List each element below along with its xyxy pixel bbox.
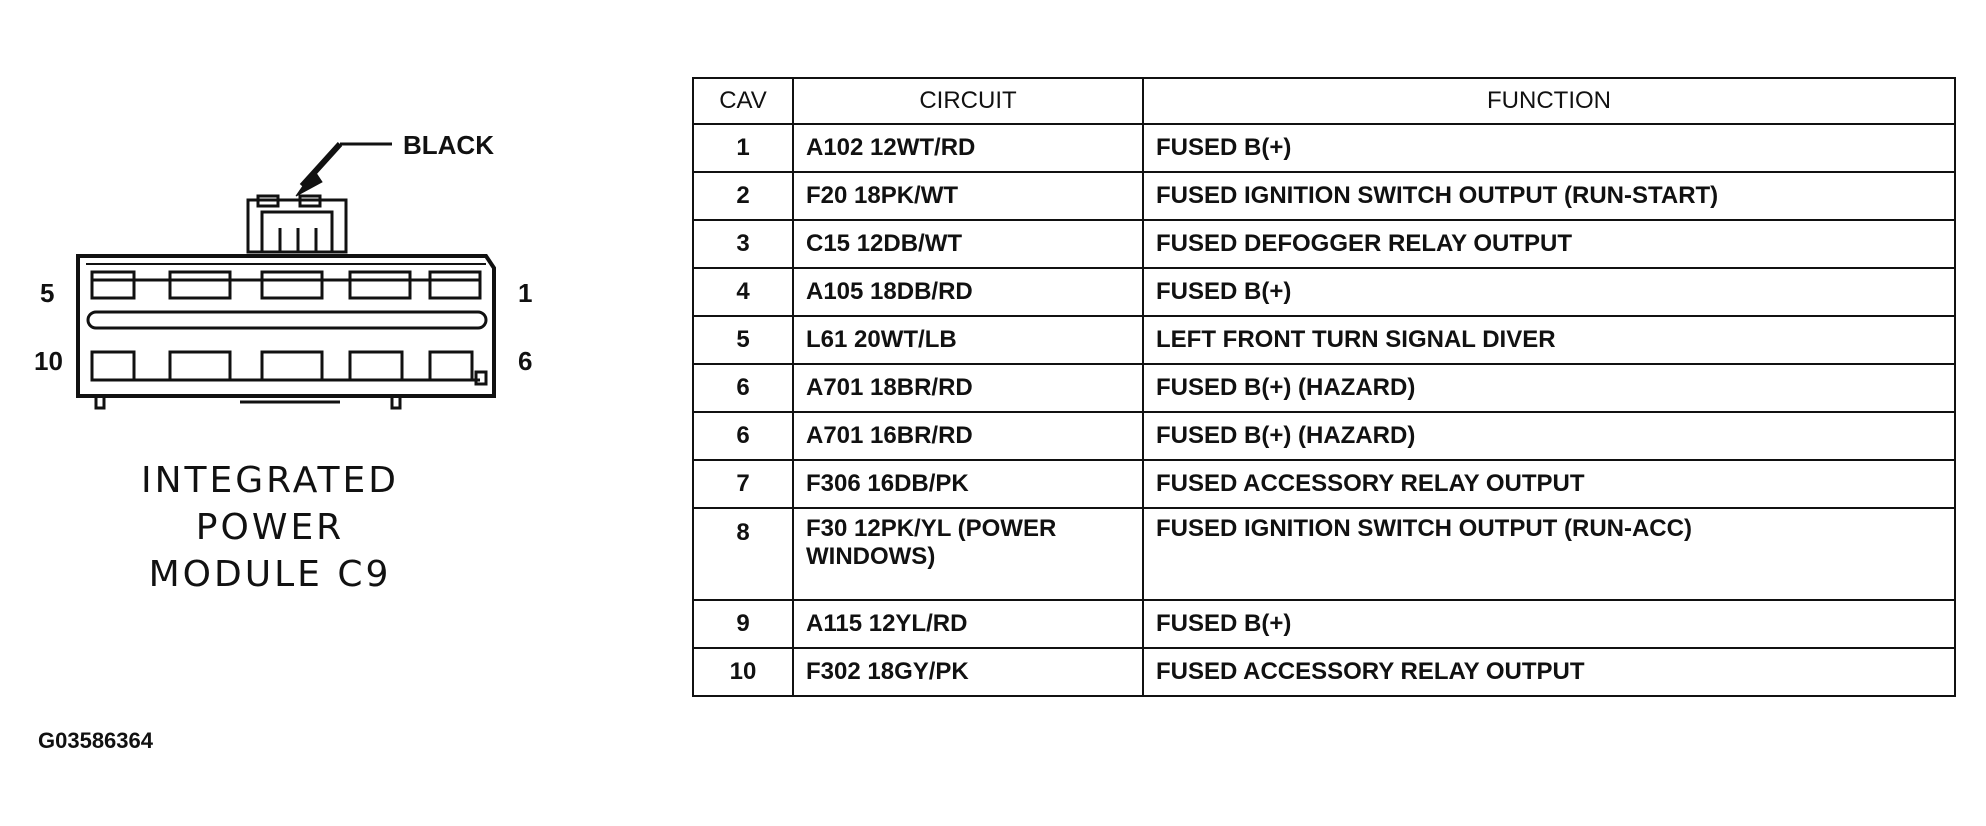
table-row — [693, 412, 1955, 460]
table-row — [693, 124, 1955, 172]
circuit-cell: A701 16BR/RD — [793, 412, 1143, 460]
cav-cell: 9 — [693, 600, 793, 648]
table-body — [693, 124, 1955, 696]
figure-id: G03586364 — [38, 728, 153, 753]
circuit-cell: L61 20WT/LB — [793, 316, 1143, 364]
function-cell: FUSED B(+) — [1143, 268, 1955, 316]
circuit-cell: C15 12DB/WT — [793, 220, 1143, 268]
table-row — [693, 460, 1955, 508]
table-row — [693, 508, 1955, 600]
cav-cell: 10 — [693, 648, 793, 696]
table-row — [693, 364, 1955, 412]
function-cell: FUSED ACCESSORY RELAY OUTPUT — [1143, 648, 1955, 696]
module-title-line-2: POWER — [195, 507, 345, 548]
header-circuit: CIRCUIT — [793, 78, 1143, 124]
pin-label-6: 6 — [518, 346, 533, 376]
table-row — [693, 268, 1955, 316]
function-cell: FUSED B(+) — [1143, 124, 1955, 172]
cav-cell: 8 — [693, 508, 793, 600]
circuit-cell: F306 16DB/PK — [793, 460, 1143, 508]
function-cell: LEFT FRONT TURN SIGNAL DIVER — [1143, 316, 1955, 364]
cav-cell: 2 — [693, 172, 793, 220]
table-row — [693, 220, 1955, 268]
circuit-cell: A701 18BR/RD — [793, 364, 1143, 412]
cav-cell: 5 — [693, 316, 793, 364]
connector-diagram — [0, 0, 640, 826]
pin-function-table — [692, 77, 1956, 697]
module-title-line-3: MODULE C9 — [148, 554, 392, 595]
function-cell: FUSED ACCESSORY RELAY OUTPUT — [1143, 460, 1955, 508]
wire-color-callout: BLACK — [403, 130, 494, 160]
cav-cell: 4 — [693, 268, 793, 316]
cav-cell: 6 — [693, 364, 793, 412]
header-function: FUNCTION — [1143, 78, 1955, 124]
function-cell: FUSED IGNITION SWITCH OUTPUT (RUN-ACC) — [1143, 508, 1955, 600]
callout-arrow — [296, 144, 392, 196]
circuit-cell: F302 18GY/PK — [793, 648, 1143, 696]
cav-cell: 6 — [693, 412, 793, 460]
table-row — [693, 172, 1955, 220]
table-row — [693, 600, 1955, 648]
header-cav: CAV — [693, 78, 793, 124]
circuit-cell: F30 12PK/YL (POWER WINDOWS) — [793, 508, 1143, 600]
cav-cell: 1 — [693, 124, 793, 172]
cav-cell: 7 — [693, 460, 793, 508]
circuit-cell: A115 12YL/RD — [793, 600, 1143, 648]
cav-cell: 3 — [693, 220, 793, 268]
table-row — [693, 648, 1955, 696]
pin-label-5: 5 — [40, 278, 55, 308]
pin-label-1: 1 — [518, 278, 533, 308]
circuit-cell: A105 18DB/RD — [793, 268, 1143, 316]
connector-body — [78, 196, 494, 408]
table-header-row — [693, 78, 1955, 124]
circuit-cell: A102 12WT/RD — [793, 124, 1143, 172]
function-cell: FUSED DEFOGGER RELAY OUTPUT — [1143, 220, 1955, 268]
function-cell: FUSED B(+) (HAZARD) — [1143, 364, 1955, 412]
circuit-cell: F20 18PK/WT — [793, 172, 1143, 220]
pin-label-10: 10 — [34, 346, 63, 376]
function-cell: FUSED B(+) — [1143, 600, 1955, 648]
function-cell: FUSED IGNITION SWITCH OUTPUT (RUN-START) — [1143, 172, 1955, 220]
module-title-line-1: INTEGRATED — [140, 460, 400, 501]
function-cell: FUSED B(+) (HAZARD) — [1143, 412, 1955, 460]
table-row — [693, 316, 1955, 364]
